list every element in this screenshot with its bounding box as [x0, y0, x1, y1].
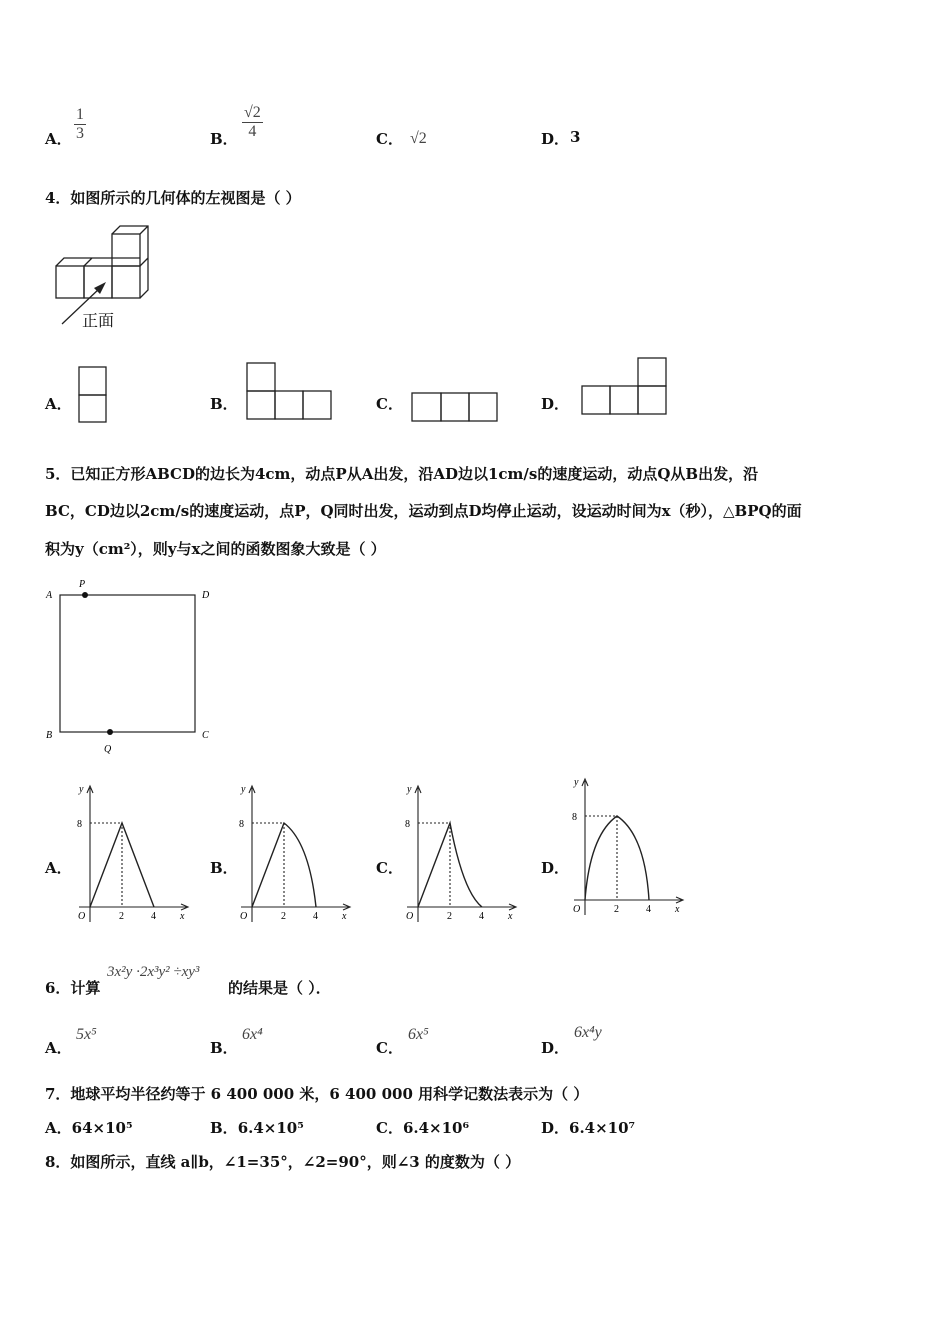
- q5-option-label: A．: [45, 859, 72, 877]
- q4-option-d-label: D．: [541, 395, 570, 413]
- option-value: 64×10⁵: [71, 1119, 133, 1137]
- q6-option-b-value: 6x⁴: [242, 1026, 263, 1043]
- q5-option-graph: [570, 775, 690, 920]
- x-tick-4: 4: [646, 904, 651, 915]
- q5-option-label: D．: [541, 859, 570, 877]
- vertex-c: C: [202, 730, 209, 741]
- q5-stem-line-3: 积为y（cm²），则y与x之间的函数图象大致是（ ）: [45, 540, 386, 558]
- x-tick-2: 2: [281, 911, 286, 922]
- numerator: √2: [244, 104, 261, 121]
- origin-label: O: [406, 911, 414, 922]
- y-tick-8: 8: [77, 819, 82, 830]
- y-tick-8: 8: [572, 812, 577, 823]
- q6-expression: 3x²y ·2x³y² ÷xy³: [107, 964, 200, 980]
- q5-stem-line-1: 5．已知正方形ABCD的边长为4cm，动点P从A出发，沿AD边以1cm/s的速度运动，动点Q从B出发，沿: [45, 465, 759, 483]
- x-tick-2: 2: [614, 904, 619, 915]
- q5-option-label: C．: [376, 859, 403, 877]
- vertex-a: A: [46, 590, 53, 601]
- square-abcd-figure: [40, 575, 230, 760]
- x-tick-4: 4: [151, 911, 156, 922]
- q7-option-c: [376, 1117, 469, 1138]
- q4-option-c-label: C．: [376, 395, 403, 413]
- q4-option-a-label: A．: [45, 395, 72, 413]
- q6-option-c-label: C．: [376, 1039, 403, 1057]
- q6-option-d-label: D．: [541, 1039, 570, 1057]
- point-p: P: [79, 579, 86, 590]
- q3-option-b-fraction: [242, 104, 263, 141]
- q3-option-c-value: √2: [410, 130, 427, 147]
- q7-option-d: [541, 1117, 635, 1138]
- q4-option-b-figure: [246, 362, 334, 422]
- point-q: Q: [104, 744, 112, 755]
- x-axis-label: x: [675, 904, 680, 915]
- q6-option-d-value: 6x⁴y: [574, 1024, 602, 1041]
- x-axis-label: x: [508, 911, 513, 922]
- q3-option-d-label: D．: [541, 130, 570, 148]
- option-label: A．: [45, 1119, 72, 1137]
- option-value: 6.4×10⁶: [402, 1119, 470, 1137]
- q7-option-a: [45, 1117, 133, 1138]
- guide-lines: [585, 816, 617, 900]
- numerator: 1: [76, 106, 84, 123]
- x-axis-label: x: [180, 911, 185, 922]
- q5-option-graph: [75, 782, 195, 927]
- front-label: 正面: [82, 311, 115, 330]
- option-value: 6.4×10⁷: [569, 1119, 636, 1137]
- q6-option-b-label: B．: [210, 1039, 238, 1057]
- q7-stem: 7．地球平均半径约等于 6 400 000 米，6 400 000 用科学记数法表示为（ ）: [45, 1085, 589, 1103]
- q3-option-b-label: B．: [210, 130, 238, 148]
- q6-option-a-label: A．: [45, 1039, 72, 1057]
- origin-label: O: [240, 911, 248, 922]
- x-tick-4: 4: [479, 911, 484, 922]
- q4-option-d-figure: [581, 357, 671, 417]
- denominator: 4: [248, 123, 257, 140]
- y-axis-label: y: [79, 784, 84, 795]
- y-tick-8: 8: [239, 819, 244, 830]
- y-axis-label: y: [407, 784, 412, 795]
- q6-option-c-value: 6x⁵: [408, 1026, 429, 1043]
- origin-label: O: [78, 911, 86, 922]
- q5-option-graph: [403, 782, 523, 927]
- origin-label: O: [573, 904, 581, 915]
- y-axis-label: y: [241, 784, 246, 795]
- q3-option-a-label: A．: [45, 130, 72, 148]
- option-label: B．: [210, 1119, 238, 1137]
- denominator: 3: [76, 125, 84, 142]
- q6-suffix: 的结果是（ ）．: [228, 979, 331, 997]
- q4-stem: 4．如图所示的几何体的左视图是（ ）: [45, 189, 301, 207]
- x-tick-2: 2: [447, 911, 452, 922]
- vertex-d: D: [202, 590, 210, 601]
- x-tick-4: 4: [313, 911, 318, 922]
- q3-option-d-value: 3: [570, 128, 581, 146]
- y-axis-label: y: [574, 777, 579, 788]
- option-label: D．: [541, 1119, 570, 1137]
- q5-option-graph: [237, 782, 357, 927]
- x-axis-label: x: [342, 911, 347, 922]
- x-tick-2: 2: [119, 911, 124, 922]
- q4-option-c-figure: [411, 392, 501, 424]
- y-tick-8: 8: [405, 819, 410, 830]
- q3-option-a-fraction: [74, 106, 86, 143]
- q4-option-a-figure: [78, 366, 108, 424]
- q6-prefix: 6．计算: [45, 979, 101, 997]
- q4-option-b-label: B．: [210, 395, 238, 413]
- q6-option-a-value: 5x⁵: [76, 1026, 97, 1043]
- vertex-b: B: [46, 730, 53, 741]
- q5-stem-line-2: BC，CD边以2cm/s的速度运动，点P，Q同时出发，运动到点D均停止运动，设运动时间为x（秒），△BPQ的面: [45, 502, 802, 520]
- q3-option-c-label: C．: [376, 130, 403, 148]
- option-label: C．: [376, 1119, 403, 1137]
- q5-option-label: B．: [210, 859, 238, 877]
- q8-stem: 8．如图所示，直线 a∥b，∠1=35°，∠2=90°，则∠3 的度数为（ ）: [45, 1153, 521, 1171]
- option-value: 6.4×10⁵: [237, 1119, 304, 1137]
- q7-option-b: [210, 1117, 304, 1138]
